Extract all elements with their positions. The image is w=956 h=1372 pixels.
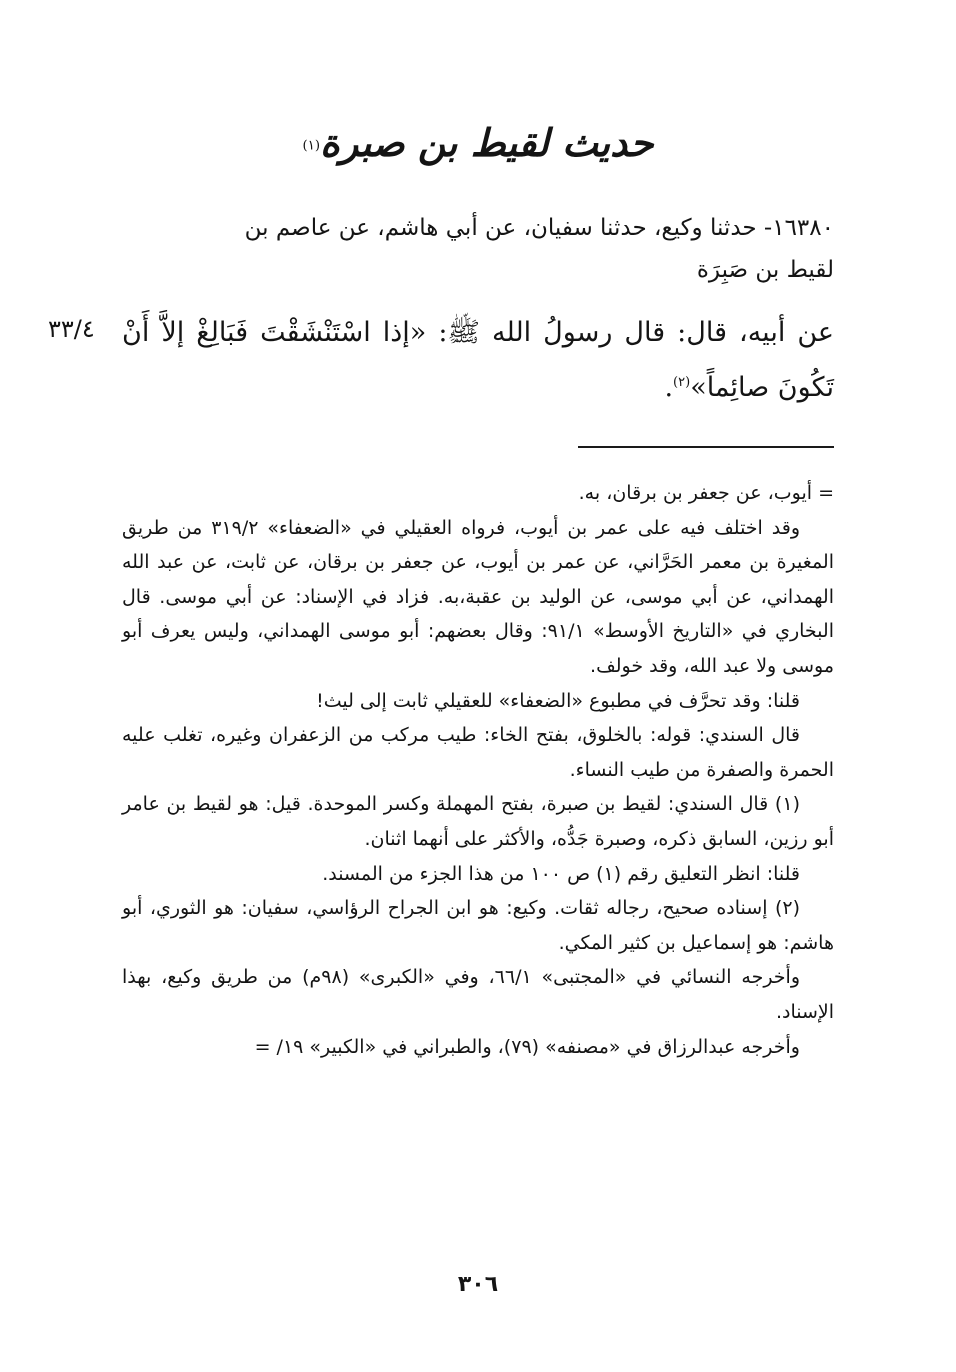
hadith-chain: [122, 207, 834, 291]
footnote-paragraph: (١) قال السندي: لقيط بن صبرة، بفتح المهملة وكسر الموحدة. قيل: هو لقيط بن عامر أبو رزين، السابق ذكره، وصبرة جَدُّه، والأكثر على أنهما اثنان.: [122, 793, 834, 850]
hadith-text: [122, 308, 834, 413]
hadith-footnote-marker: (٢): [673, 375, 691, 390]
hadith-text-end: .: [664, 372, 674, 403]
chapter-title: [0, 120, 956, 165]
hadith-chain-continued: لقيط بن صَبِرَة: [696, 257, 834, 283]
footnote-paragraph: وقد اختلف فيه على عمر بن أيوب، فرواه العقيلي في «الضعفاء» ٣١٩/٢ من طريق المغيرة بن معمر الحَرَّاني، عن عمر بن أيوب، عن جعفر بن برقان، عن ثابت، عن عبد الله الهمداني، عن أبي موسى، عن الوليد بن عقبة،به. فزاد في الإسناد: عن أبي موسى. قال البخاري في «التاريخ الأوسط» ٩١/١: وقال بعضهم: أبو موسى الهمداني، وليس يعرف أبو موسى ولا عبد الله، وقد خولف.: [122, 516, 834, 677]
footnote-paragraph: = أيوب، عن جعفر بن برقان، به.: [578, 482, 834, 504]
hadith-text-body: عن أبيه، قال: قال رسولُ الله ﷺ: «إذا اسْتَنْشَقْتَ فَبَالِغْ إلاَّ أَنْ تَكُونَ صائِماً»: [122, 317, 834, 403]
hadith-number-and-chain: ١٦٣٨٠- حدثنا وكيع، حدثنا سفيان، عن أبي هاشم، عن عاصم بن: [244, 215, 834, 241]
footnote-paragraph: (٢) إسناده صحيح، رجاله ثقات. وكيع: هو ابن الجراح الرؤاسي، سفيان: هو الثوري، أبو هاشم: هو إسماعيل بن كثير المكي.: [122, 897, 834, 954]
footnotes-section: [122, 476, 834, 1064]
margin-volume-page-reference: ٣٣/٤: [48, 315, 95, 343]
footnote-paragraph: قلنا: وقد تحرَّف في مطبوع «الضعفاء» للعقيلي ثابت إلى ليث!: [316, 689, 800, 712]
footnote-divider: [578, 446, 834, 448]
footnote-paragraph: وأخرجه عبدالرزاق في «مصنفه» (٧٩)، والطبراني في «الكبير» ١٩/ =: [254, 1035, 800, 1058]
footnote-paragraph: وأخرجه النسائي في «المجتبى» ٦٦/١، وفي «الكبرى» (٩٨م) من طريق وكيع، بهذا الإسناد.: [122, 966, 834, 1023]
footnote-paragraph: قلنا: انظر التعليق رقم (١) ص ١٠٠ من هذا الجزء من المسند.: [322, 862, 800, 885]
chapter-title-text: حديث لقيط بن صبرة: [320, 120, 654, 165]
page-number: ٣٠٦: [457, 1272, 499, 1297]
footnote-paragraph: قال السندي: قوله: بالخلوق، بفتح الخاء: طيب مركب من الزعفران وغيره، تغلب عليه الحمرة والصفرة من طيب النساء.: [122, 724, 834, 781]
title-footnote-marker: (١): [302, 138, 321, 154]
